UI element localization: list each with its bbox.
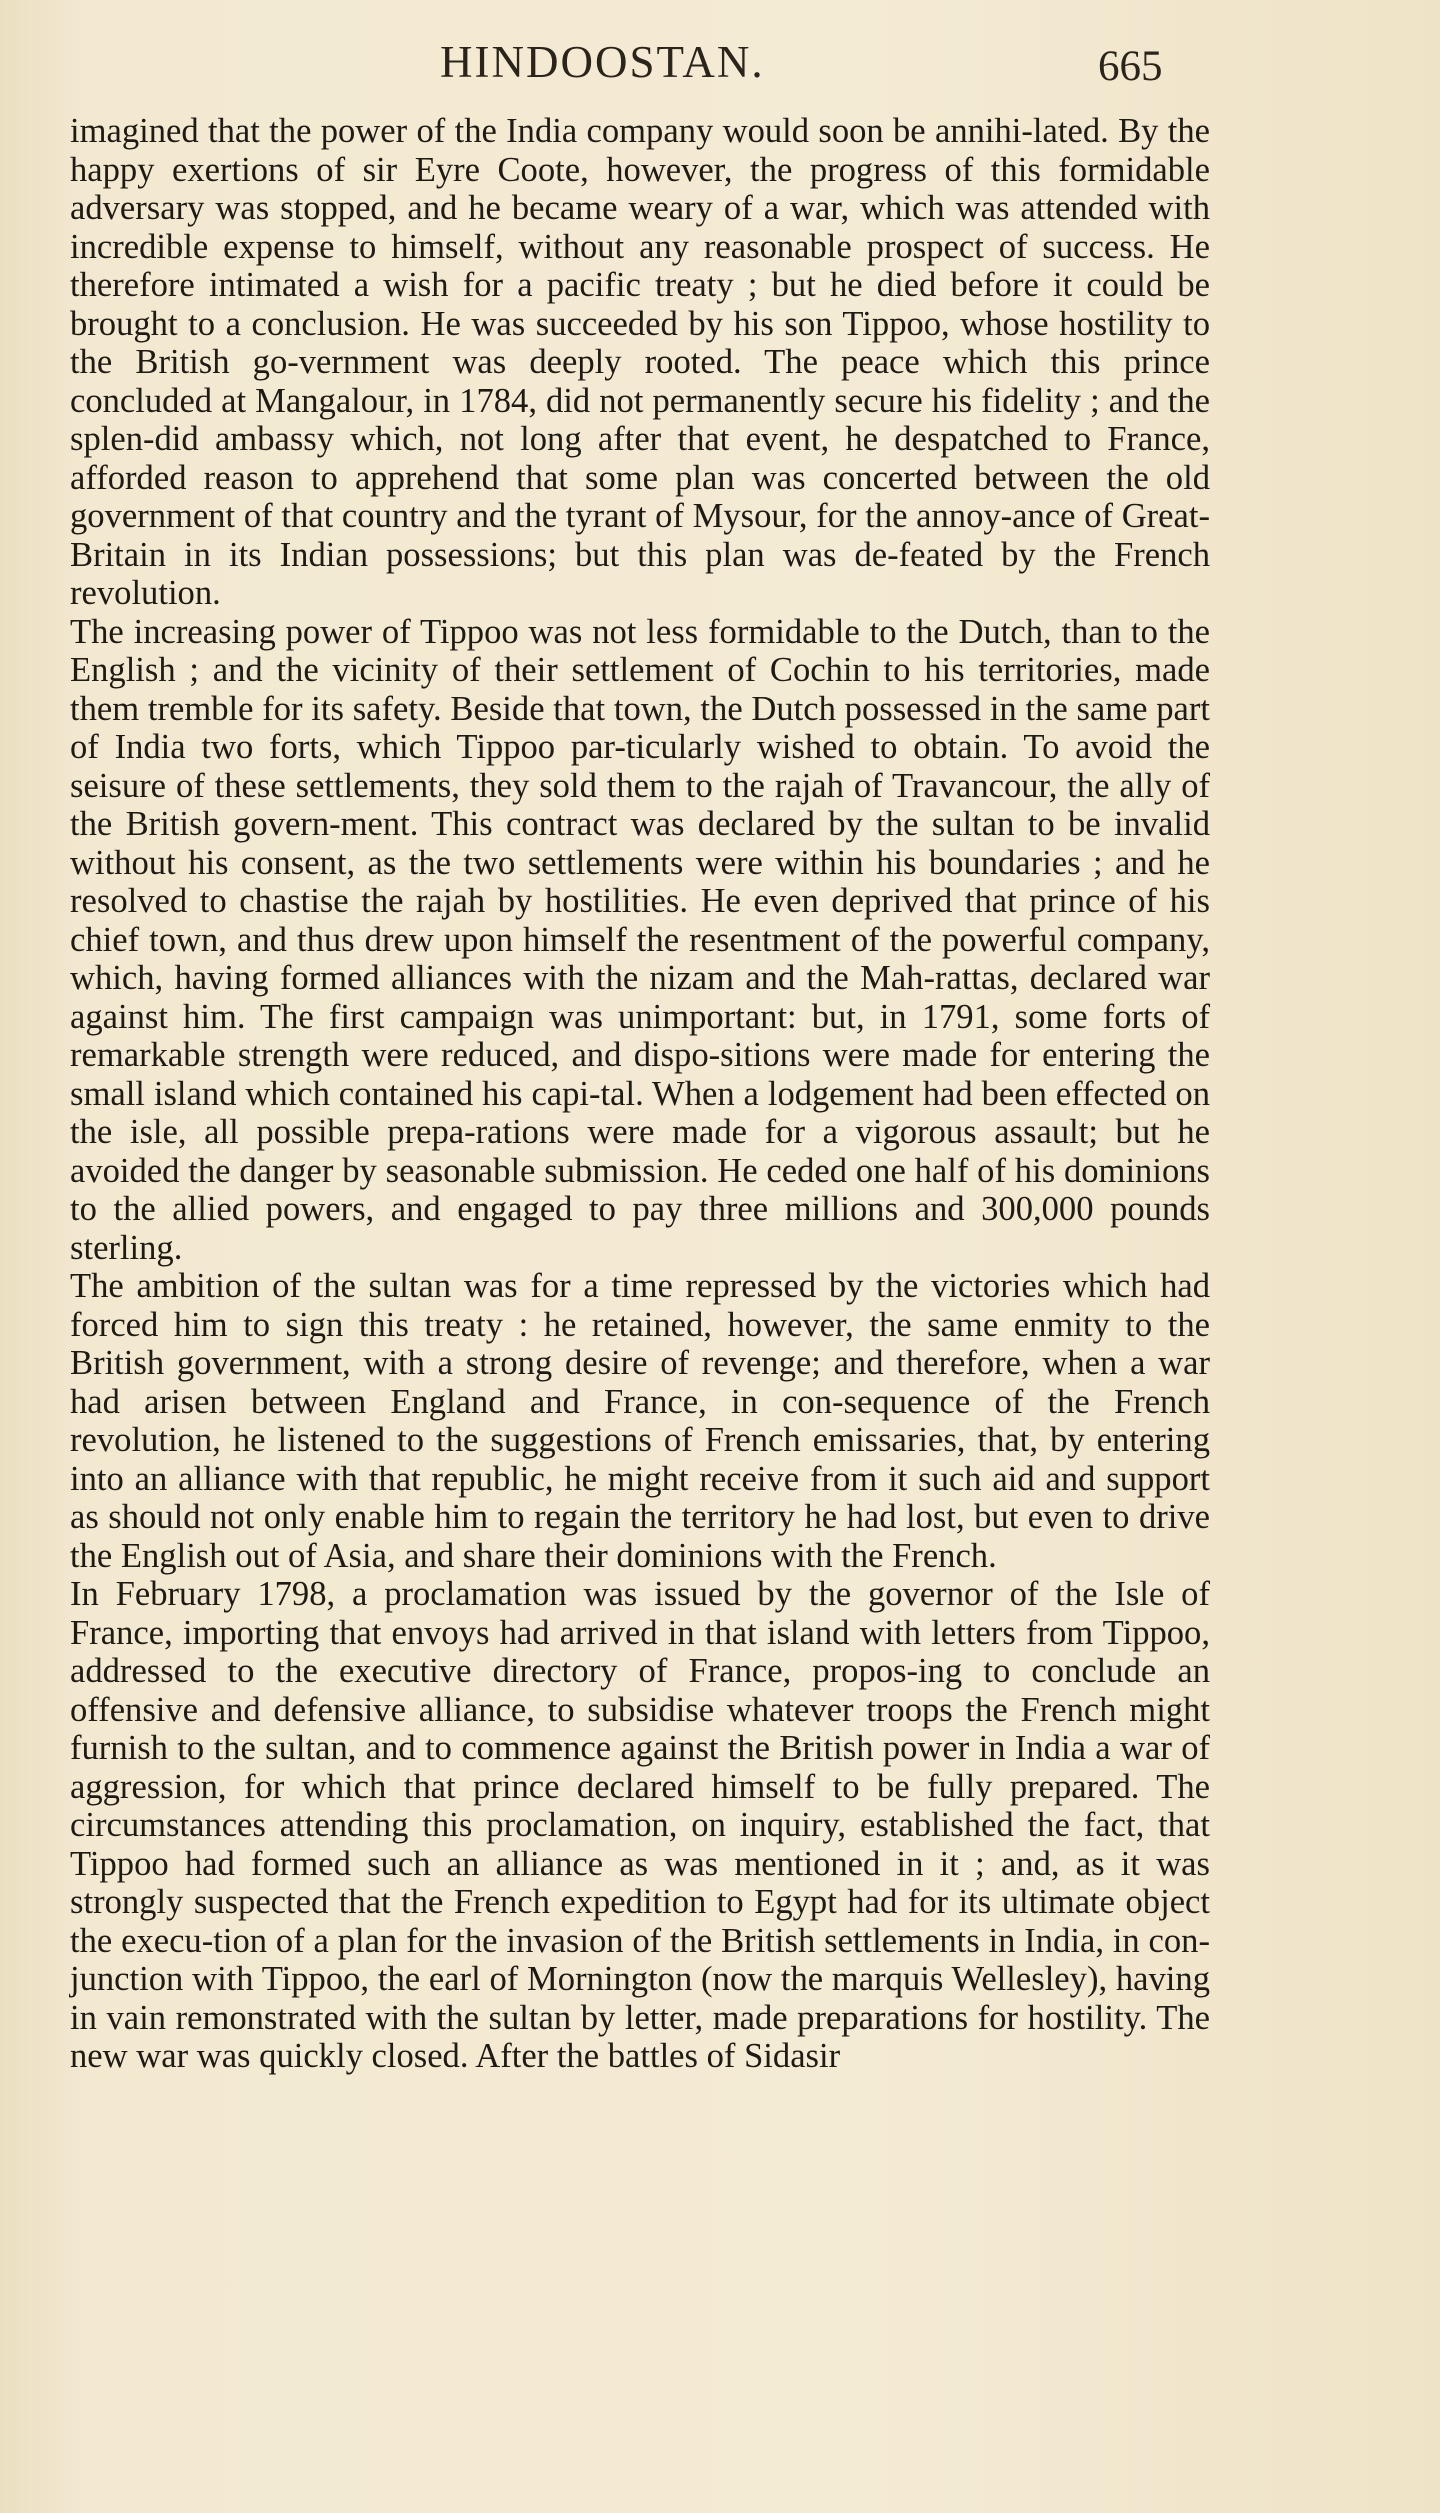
page-header — [0, 30, 1440, 90]
body-text — [70, 112, 1210, 2076]
paragraph-1: imagined that the power of the India company would soon be annihi-lated. By the happy exertions of sir Eyre Coote, however, the progress of this formidable adversary was stopped, and he became weary of a war, which was attended with incredible expense to himself, without any reasonable prospect of success. He therefore intimated a wish for a pacific treaty ; but he died before it could be brought to a conclusion. He was succeeded by his son Tippoo, whose hostility to the British go-vernment was deeply rooted. The peace which this prince concluded at Mangalour, in 1784, did not permanently secure his fidelity ; and the splen-did ambassy which, not long after that event, he despatched to France, afforded reason to apprehend that some plan was concerted between the old government of that country and the tyrant of Mysour, for the annoy-ance of Great-Britain in its Indian possessions; but this plan was de-feated by the French revolution. — [70, 112, 1210, 612]
page-number: 665 — [1098, 43, 1163, 90]
running-title: HINDOOSTAN. — [440, 37, 765, 87]
paragraph-3: The ambition of the sultan was for a time repressed by the victories which had forced him to sign this treaty : he retained, however, the same enmity to the British government, with a strong desire of revenge; and therefore, when a war had arisen between England and France, in con-sequence of the French revolution, he listened to the suggestions of French emissaries, that, by entering into an alliance with that republic, he might receive from it such aid and support as should not only enable him to regain the territory he had lost, but even to drive the English out of Asia, and share their dominions with the French. — [70, 1267, 1210, 1575]
paragraph-2: The increasing power of Tippoo was not less formidable to the Dutch, than to the English ; and the vicinity of their settlement of Cochin to his territories, made them tremble for its safety. Beside that town, the Dutch possessed in the same part of India two forts, which Tippoo par-ticularly wished to obtain. To avoid the seisure of these settlements, they sold them to the rajah of Travancour, the ally of the British govern-ment. This contract was declared by the sultan to be invalid without his consent, as the two settlements were within his boundaries ; and he resolved to chastise the rajah by hostilities. He even deprived that prince of his chief town, and thus drew upon himself the resentment of the powerful company, which, having formed alliances with the nizam and the Mah-rattas, declared war against him. The first campaign was unimportant: but, in 1791, some forts of remarkable strength were reduced, and dispo-sitions were made for entering the small island which contained his capi-tal. When a lodgement had been effected on the isle, all possible prepa-rations were made for a vigorous assault; but he avoided the danger by seasonable submission. He ceded one half of his dominions to the allied powers, and engaged to pay three millions and 300,000 pounds sterling. — [70, 612, 1210, 1267]
paragraph-4: In February 1798, a proclamation was issued by the governor of the Isle of France, importing that envoys had arrived in that island with letters from Tippoo, addressed to the executive directory of France, propos-ing to conclude an offensive and defensive alliance, to subsidise whatever troops the French might furnish to the sultan, and to commence against the British power in India a war of aggression, for which that prince declared himself to be fully prepared. The circumstances attending this proclamation, on inquiry, established the fact, that Tippoo had formed such an alliance as was mentioned in it ; and, as it was strongly suspected that the French expedition to Egypt had for its ultimate object the execu-tion of a plan for the invasion of the British settlements in India, in con-junction with Tippoo, the earl of Mornington (now the marquis Wellesley), having in vain remonstrated with the sultan by letter, made preparations for hostility. The new war was quickly closed. After the battles of Sidasir — [70, 1575, 1210, 2075]
